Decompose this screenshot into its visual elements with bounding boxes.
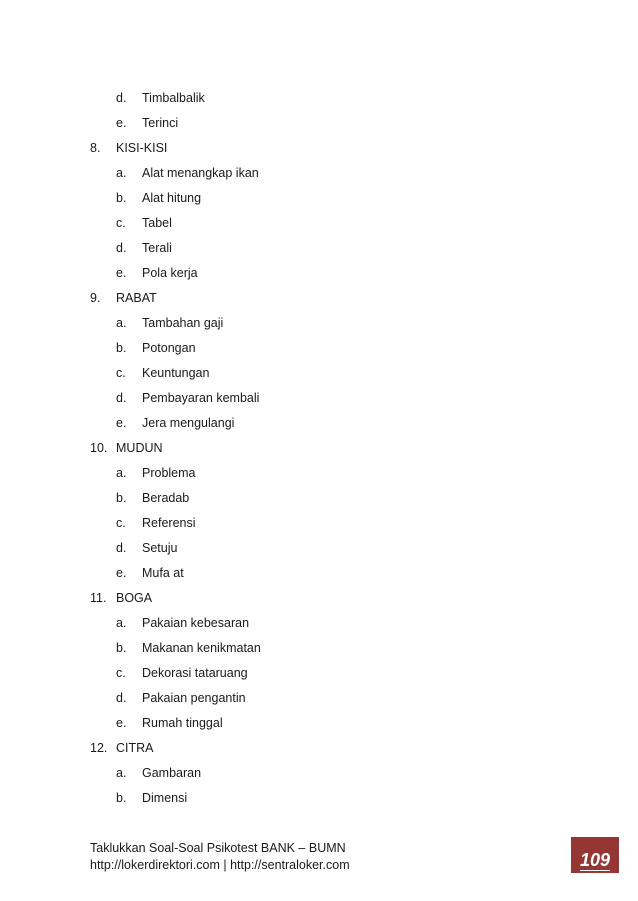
question-word: CITRA	[116, 741, 154, 755]
option-text: Terinci	[142, 116, 179, 130]
option-text: Alat menangkap ikan	[142, 166, 259, 180]
page-number-badge	[571, 837, 619, 873]
option-letter: d.	[116, 391, 127, 405]
page-number: 109	[579, 850, 611, 870]
option-letter: d.	[116, 541, 127, 555]
option-text: Jera mengulangi	[142, 416, 235, 430]
option-text: Terali	[142, 241, 172, 255]
option-text: Alat hitung	[142, 191, 202, 205]
option-text: Tambahan gaji	[142, 316, 224, 330]
option-letter: d.	[116, 691, 127, 705]
page-footer	[90, 840, 350, 874]
option-letter: c.	[116, 366, 126, 380]
question-word: KISI-KISI	[116, 141, 168, 155]
option-text: Pakaian pengantin	[142, 691, 246, 705]
option-letter: a.	[116, 766, 127, 780]
question-number: 11.	[90, 591, 107, 605]
option-letter: e.	[116, 116, 127, 130]
option-letter: b.	[116, 641, 127, 655]
option-text: Tabel	[142, 216, 172, 230]
option-text: Timbalbalik	[142, 91, 205, 105]
option-text: Problema	[142, 466, 196, 480]
option-letter: b.	[116, 491, 127, 505]
option-letter: b.	[116, 791, 127, 805]
option-letter: b.	[116, 341, 127, 355]
question-number: 8.	[90, 141, 101, 155]
option-text: Pola kerja	[142, 266, 198, 280]
question-number: 12.	[90, 741, 108, 755]
option-letter: e.	[116, 266, 127, 280]
option-text: Mufa at	[142, 566, 184, 580]
option-letter: a.	[116, 316, 127, 330]
option-text: Referensi	[142, 516, 196, 530]
option-text: Beradab	[142, 491, 190, 505]
option-text: Gambaran	[142, 766, 202, 780]
option-letter: d.	[116, 241, 127, 255]
question-word: MUDUN	[116, 441, 163, 455]
option-text: Setuju	[142, 541, 178, 555]
option-text: Rumah tinggal	[142, 716, 223, 730]
option-letter: c.	[116, 516, 126, 530]
footer-title: Taklukkan Soal-Soal Psikotest BANK – BUMN	[90, 841, 346, 855]
option-letter: e.	[116, 716, 127, 730]
option-letter: d.	[116, 91, 127, 105]
option-letter: e.	[116, 416, 127, 430]
question-word: BOGA	[116, 591, 153, 605]
option-letter: e.	[116, 566, 127, 580]
option-text: Dekorasi tataruang	[142, 666, 248, 680]
option-text: Keuntungan	[142, 366, 210, 380]
option-letter: a.	[116, 166, 127, 180]
option-text: Dimensi	[142, 791, 188, 805]
option-letter: c.	[116, 666, 126, 680]
option-text: Pakaian kebesaran	[142, 616, 250, 630]
option-letter: a.	[116, 466, 127, 480]
option-text: Potongan	[142, 341, 196, 355]
option-letter: a.	[116, 616, 127, 630]
option-text: Makanan kenikmatan	[142, 641, 261, 655]
option-letter: b.	[116, 191, 127, 205]
option-letter: c.	[116, 216, 126, 230]
footer-links: http://lokerdirektori.com | http://sentraloker.com	[90, 858, 350, 872]
question-number: 10.	[90, 441, 108, 455]
question-word: RABAT	[116, 291, 157, 305]
question-number: 9.	[90, 291, 101, 305]
option-text: Pembayaran kembali	[142, 391, 260, 405]
